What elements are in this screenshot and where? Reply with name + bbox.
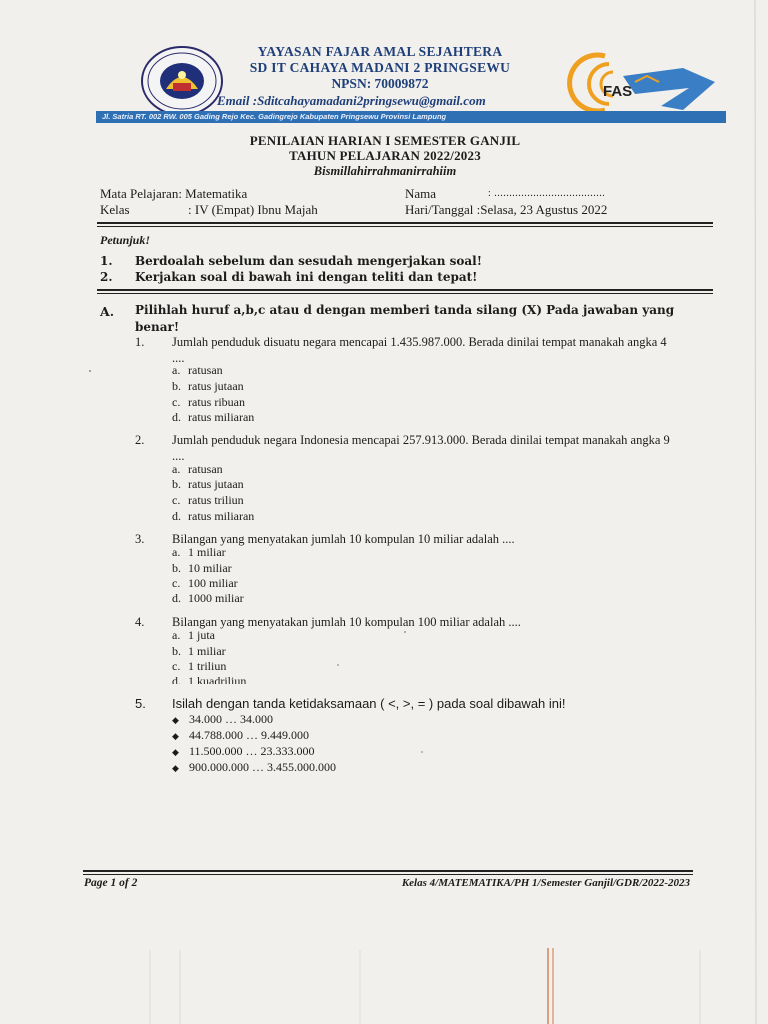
- answer-option[interactable]: [172, 591, 244, 606]
- divider-mid-thin: [97, 293, 713, 294]
- answer-option[interactable]: [172, 509, 254, 524]
- npsn: NPSN: 70009872: [331, 76, 429, 91]
- option-letter: a.: [172, 363, 181, 377]
- basmalah: Bismillahirrahmanirrahiim: [313, 164, 457, 178]
- exam-title: PENILAIAN HARIAN I SEMESTER GANJIL: [249, 133, 521, 148]
- diamond-bullet-icon: ◆: [172, 715, 179, 725]
- question-number: 2.: [135, 433, 145, 447]
- comparison-item: [172, 712, 273, 728]
- answer-option[interactable]: [172, 576, 238, 591]
- comparison-text: 900.000.000 … 3.455.000.000: [189, 760, 336, 774]
- footer-divider-thin: [83, 874, 693, 875]
- question-number: 3.: [135, 532, 145, 546]
- divider-mid: [97, 289, 713, 291]
- option-letter: c.: [172, 659, 181, 673]
- question: [135, 614, 675, 630]
- option-letter: b.: [172, 477, 181, 491]
- date-label: Hari/Tanggal :Selasa, 23 Agustus 2022: [405, 202, 608, 217]
- option-letter: a.: [172, 545, 181, 559]
- diamond-bullet-icon: ◆: [172, 747, 179, 757]
- answer-option[interactable]: [172, 462, 223, 477]
- option-letter: a.: [172, 628, 181, 642]
- instruction-number: 2.: [100, 270, 113, 284]
- question-number: 4.: [135, 615, 145, 629]
- document-code: Kelas 4/MATEMATIKA/PH 1/Semester Ganjil/GDR/2022-2023: [401, 877, 690, 889]
- question-number: 1.: [135, 335, 145, 349]
- academic-year: TAHUN PELAJARAN 2022/2023: [289, 148, 481, 163]
- option-letter: b.: [172, 561, 181, 575]
- address-bar-tail: [616, 111, 726, 123]
- section-letter: A.: [100, 304, 115, 319]
- answer-option[interactable]: [172, 674, 246, 684]
- option-text: ratus miliaran: [188, 509, 255, 523]
- divider-top: [97, 222, 713, 224]
- instruction-text: Berdoalah sebelum dan sesudah mengerjakan soal!: [135, 254, 482, 268]
- answer-option[interactable]: [172, 628, 215, 643]
- option-text: 1 miliar: [188, 644, 226, 658]
- comparison-text: 11.500.000 … 23.333.000: [189, 744, 315, 758]
- option-text: 100 miliar: [188, 576, 238, 590]
- option-letter: c.: [172, 493, 181, 507]
- answer-option[interactable]: [172, 659, 226, 674]
- answer-option[interactable]: [172, 410, 254, 425]
- question: [135, 432, 675, 466]
- answer-option[interactable]: [172, 561, 232, 576]
- option-letter: b.: [172, 644, 181, 658]
- option-text: ratus ribuan: [188, 395, 245, 409]
- instructions-heading: Petunjuk!: [100, 233, 151, 247]
- instruction-item: [100, 254, 482, 268]
- name-field[interactable]: : .....................................: [488, 188, 606, 199]
- school-email: Email :Sditcahayamadani2pringsewu@gmail.com: [217, 93, 486, 108]
- instruction-item: [100, 270, 477, 284]
- answer-option[interactable]: [172, 395, 245, 410]
- instruction-text: Kerjakan soal di bawah ini dengan teliti dan tepat!: [135, 270, 478, 284]
- exam-titles: [150, 133, 620, 179]
- question-text: Bilangan yang menyatakan jumlah 10 kompulan 100 miliar adalah ....: [172, 615, 521, 629]
- answer-option[interactable]: [172, 545, 226, 560]
- option-text: ratus jutaan: [188, 477, 244, 491]
- instruction-number: 1.: [100, 254, 113, 268]
- divider-top-thin: [97, 226, 713, 227]
- answer-option[interactable]: [172, 363, 223, 378]
- question-text: Jumlah penduduk negara Indonesia mencapai 257.913.000. Berada dinilai tempat manakah angka 9 ....: [172, 433, 670, 463]
- name-label: Nama: [405, 186, 437, 201]
- option-letter: c.: [172, 395, 181, 409]
- option-text: 10 miliar: [188, 561, 232, 575]
- page-number: Page 1 of 2: [84, 877, 138, 889]
- option-text: ratus triliun: [188, 493, 244, 507]
- option-letter: a.: [172, 462, 181, 476]
- answer-option[interactable]: [172, 477, 244, 492]
- option-letter: d.: [172, 509, 181, 523]
- comparison-text: 34.000 … 34.000: [189, 712, 273, 726]
- option-letter: d.: [172, 591, 181, 605]
- option-letter: d.: [172, 674, 181, 684]
- option-text: ratusan: [188, 462, 223, 476]
- comparison-text: 44.788.000 … 9.449.000: [189, 728, 309, 742]
- question-text: Isilah dengan tanda ketidaksamaan ( <, >, = ) pada soal dibawah ini!: [172, 696, 566, 711]
- footer-divider: [83, 870, 693, 872]
- address-bar: Jl. Satria RT. 002 RW. 005 Gading Rejo Kec. Gadingrejo Kabupaten Pringsewu Provinsi Lampung: [96, 111, 616, 123]
- subject-label: Mata Pelajaran: Matematika: [100, 186, 248, 201]
- foundation-name: YAYASAN FAJAR AMAL SEJAHTERA: [257, 44, 503, 59]
- option-text: ratus jutaan: [188, 379, 244, 393]
- option-letter: c.: [172, 576, 181, 590]
- option-text: ratus miliaran: [188, 410, 255, 424]
- fas-logo-text: FAS: [603, 83, 633, 100]
- option-text: 1 juta: [188, 628, 215, 642]
- question-number: 5.: [135, 696, 146, 711]
- option-text: 1 miliar: [188, 545, 226, 559]
- diamond-bullet-icon: ◆: [172, 763, 179, 773]
- class-label: Kelas: [100, 202, 130, 217]
- comparison-item: [172, 760, 336, 776]
- section-instruction: Pilihlah huruf a,b,c atau d dengan memberi tanda silang (X) Pada jawaban yang benar!: [135, 303, 675, 334]
- comparison-item: [172, 728, 309, 744]
- question-text: Bilangan yang menyatakan jumlah 10 kompulan 10 miliar adalah ....: [172, 532, 515, 546]
- comparison-item: [172, 744, 315, 760]
- question-text: Jumlah penduduk disuatu negara mencapai 1.435.987.000. Berada dinilai tempat manakah angka 4 ....: [172, 335, 667, 365]
- option-letter: b.: [172, 379, 181, 393]
- answer-option[interactable]: [172, 644, 226, 659]
- school-logo-icon: [140, 45, 224, 117]
- class-value: : IV (Empat) Ibnu Majah: [188, 202, 318, 217]
- answer-option[interactable]: [172, 379, 244, 394]
- letterhead: [215, 44, 545, 109]
- option-text: 1 kuadriliun: [188, 674, 247, 684]
- option-letter: d.: [172, 410, 181, 424]
- option-text: 1000 miliar: [188, 591, 244, 605]
- option-text: 1 triliun: [188, 659, 227, 673]
- diamond-bullet-icon: ◆: [172, 731, 179, 741]
- answer-option[interactable]: [172, 493, 244, 508]
- school-name: SD IT CAHAYA MADANI 2 PRINGSEWU: [249, 60, 511, 75]
- option-text: ratusan: [188, 363, 223, 377]
- fas-logo-icon: [565, 48, 725, 120]
